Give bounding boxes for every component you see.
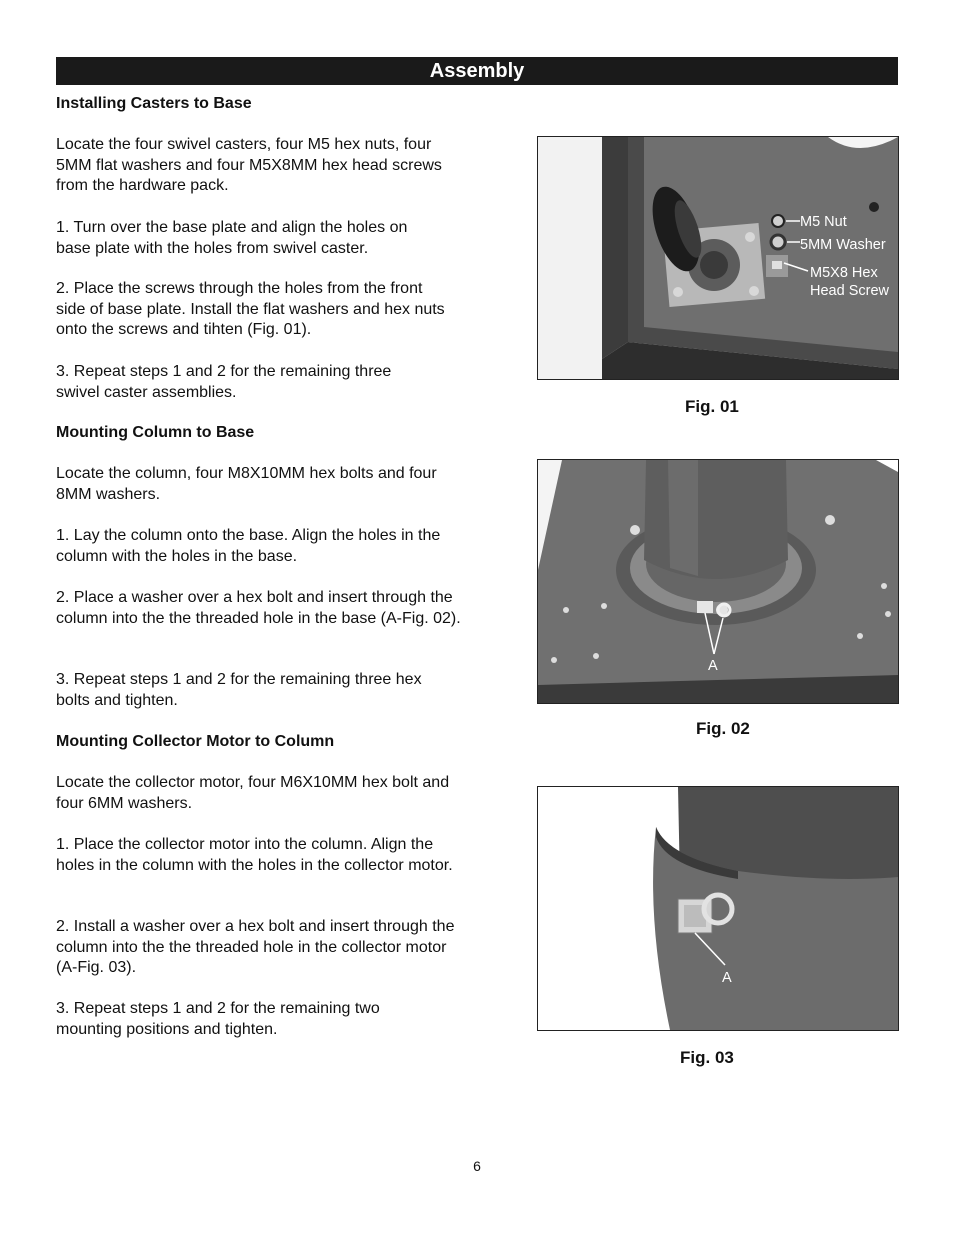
fig-01-caption: Fig. 01 <box>685 397 739 416</box>
fig-02-photo <box>537 459 899 704</box>
column-step-1: 1. Lay the column onto the base. Align the holes in the column with the holes in the base. <box>56 527 441 565</box>
column-step-3: 3. Repeat steps 1 and 2 for the remaining three hex bolts and tighten. <box>56 671 422 709</box>
label-m5x8-hex: M5X8 Hex <box>810 265 878 281</box>
callout-a-fig02: A <box>708 658 718 674</box>
column-step-2: 2. Place a washer over a hex bolt and insert through the column into the the threaded hole in the base (A-Fig. 02). <box>56 589 461 627</box>
column-intro: Locate the column, four M8X10MM hex bolts and four 8MM washers. <box>56 465 437 503</box>
heading-mounting-motor: Mounting Collector Motor to Column <box>56 733 335 750</box>
fig-03-photo <box>537 786 899 1031</box>
label-m5-nut: M5 Nut <box>800 214 847 230</box>
callout-a-fig03: A <box>722 970 732 986</box>
label-5mm-washer: 5MM Washer <box>800 237 886 253</box>
casters-step-3: 3. Repeat steps 1 and 2 for the remaining three swivel caster assemblies. <box>56 363 392 401</box>
heading-mounting-column: Mounting Column to Base <box>56 424 255 441</box>
page-number: 6 <box>473 1158 481 1174</box>
fig-02-caption: Fig. 02 <box>696 719 750 738</box>
heading-installing-casters: Installing Casters to Base <box>56 95 252 112</box>
motor-intro: Locate the collector motor, four M6X10MM hex bolt and four 6MM washers. <box>56 774 450 812</box>
motor-step-3: 3. Repeat steps 1 and 2 for the remaining two mounting positions and tighten. <box>56 1000 380 1038</box>
section-title-banner <box>56 57 898 85</box>
fig-01-photo <box>537 136 899 380</box>
fig-03-caption: Fig. 03 <box>680 1048 734 1067</box>
motor-step-2: 2. Install a washer over a hex bolt and insert through the column into the the threaded hole in the collector motor (A-Fig. 03). <box>56 918 455 977</box>
casters-intro: Locate the four swivel casters, four M5 hex nuts, four 5MM flat washers and four M5X8MM hex head screws from the hardware pack. <box>56 136 442 195</box>
casters-step-1: 1. Turn over the base plate and align the holes on base plate with the holes from swivel caster. <box>56 219 408 257</box>
motor-step-1: 1. Place the collector motor into the column. Align the holes in the column with the holes in the collector motor. <box>56 836 453 874</box>
page-title: Assembly <box>429 60 525 82</box>
label-head-screw: Head Screw <box>810 283 889 299</box>
casters-step-2: 2. Place the screws through the holes from the front side of base plate. Install the flat washers and hex nuts onto the screws and tihten (Fig. 01). <box>56 280 445 339</box>
